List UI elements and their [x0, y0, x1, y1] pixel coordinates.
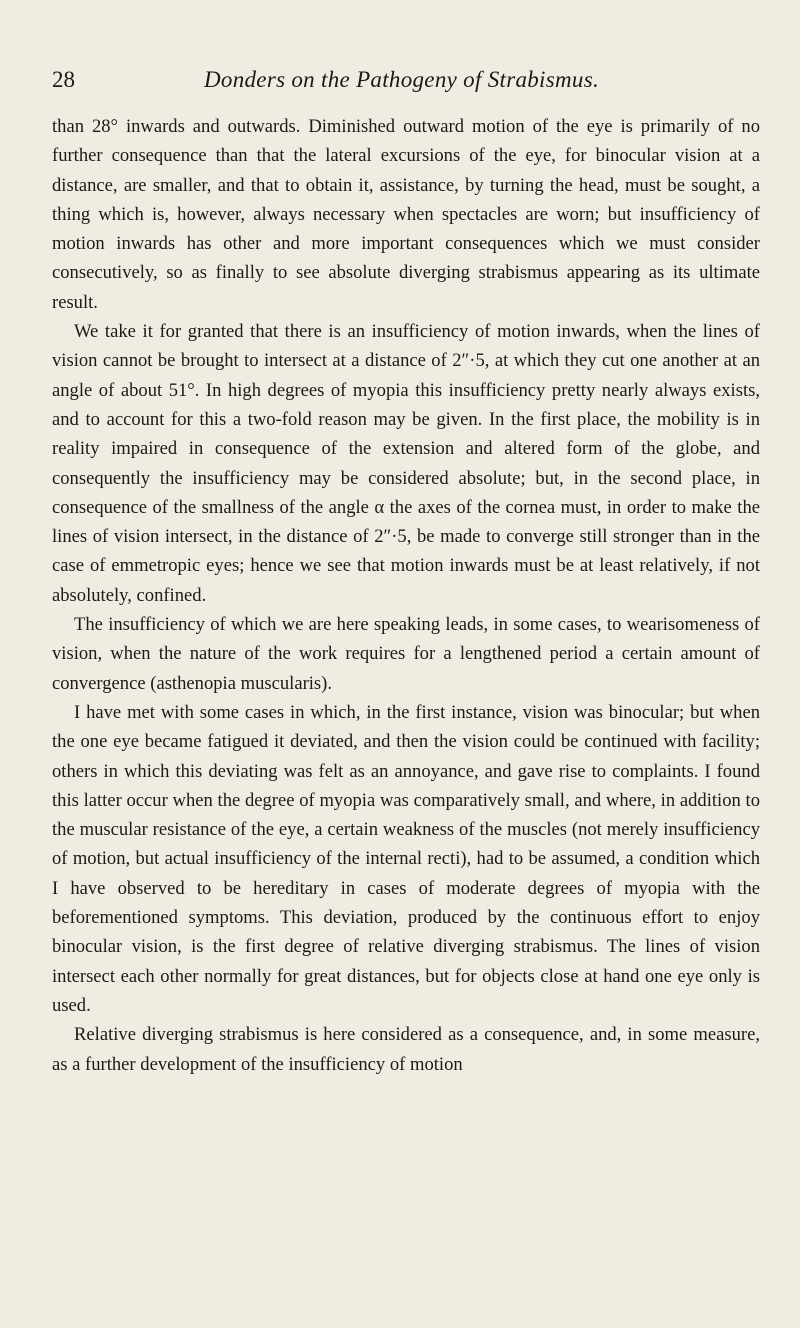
paragraph-3: The insufficiency of which we are here speaking leads, in some cases, to wearisomeness of vision, when the nature of the work requires for a lengthened period a certain amount of convergence (asthenopia muscularis).: [52, 614, 760, 694]
paragraph-4: I have met with some cases in which, in the first instance, vision was binocular; but when the one eye became fatigued it deviated, and then the vision could be continued with facility; others in which this deviating was felt as an annoyance, and gave rise to complaints. I found this latter occur when the degree of myopia was comparatively small, and where, in addition to the muscular resistance of the eye, a certain weakness of the muscles (not merely insufficiency of motion, but actual insufficiency of the internal recti), had to be assumed, a condition which I have observed to be hereditary in cases of moderate degrees of myopia with the beforementioned symptoms. This deviation, produced by the continuous effort to enjoy binocular vision, is the first degree of relative diverging strabismus. The lines of vision intersect each other normally for great distances, but for objects close at hand one eye only is used.: [52, 701, 760, 1016]
running-title: Donders on the Pathogeny of Strabismus.: [204, 67, 600, 92]
paragraph-1: than 28° inwards and outwards. Diminished outward motion of the eye is primarily of no further consequence than that the lateral excursions of the eye, for binocular vision at a distance, are smaller, and that to obtain it, assistance, by turning the head, must be sought, a thing which is, however, always necessary when spectacles are worn; but insufficiency of motion inwards has other and more important consequences which we must consider consecutively, so as finally to see absolute diverging strabismus appearing as its ultimate result.: [52, 116, 760, 313]
running-head: [52, 60, 760, 100]
text-body: [52, 112, 760, 1079]
paragraph-2: We take it for granted that there is an insufficiency of motion inwards, when the lines of vision cannot be brought to intersect at a distance of 2″·5, at which they cut one another at an angle of about 51°. In high degrees of myopia this insufficiency pretty nearly always exists, and to account for this a two-fold reason may be given. In the first place, the mobility is in reality impaired in consequence of the extension and altered form of the globe, and consequently the insufficiency may be considered absolute; but, in the second place, in consequence of the smallness of the angle α the axes of the cornea must, in order to make the lines of vision intersect, in the distance of 2″·5, be made to converge still stronger than in the case of emmetropic eyes; hence we see that motion inwards must be at least relatively, if not absolutely, confined.: [52, 321, 760, 606]
page-number: 28: [52, 67, 75, 92]
paragraph-5: Relative diverging strabismus is here considered as a consequence, and, in some measure, as a further development of the insufficiency of motion: [52, 1024, 760, 1075]
